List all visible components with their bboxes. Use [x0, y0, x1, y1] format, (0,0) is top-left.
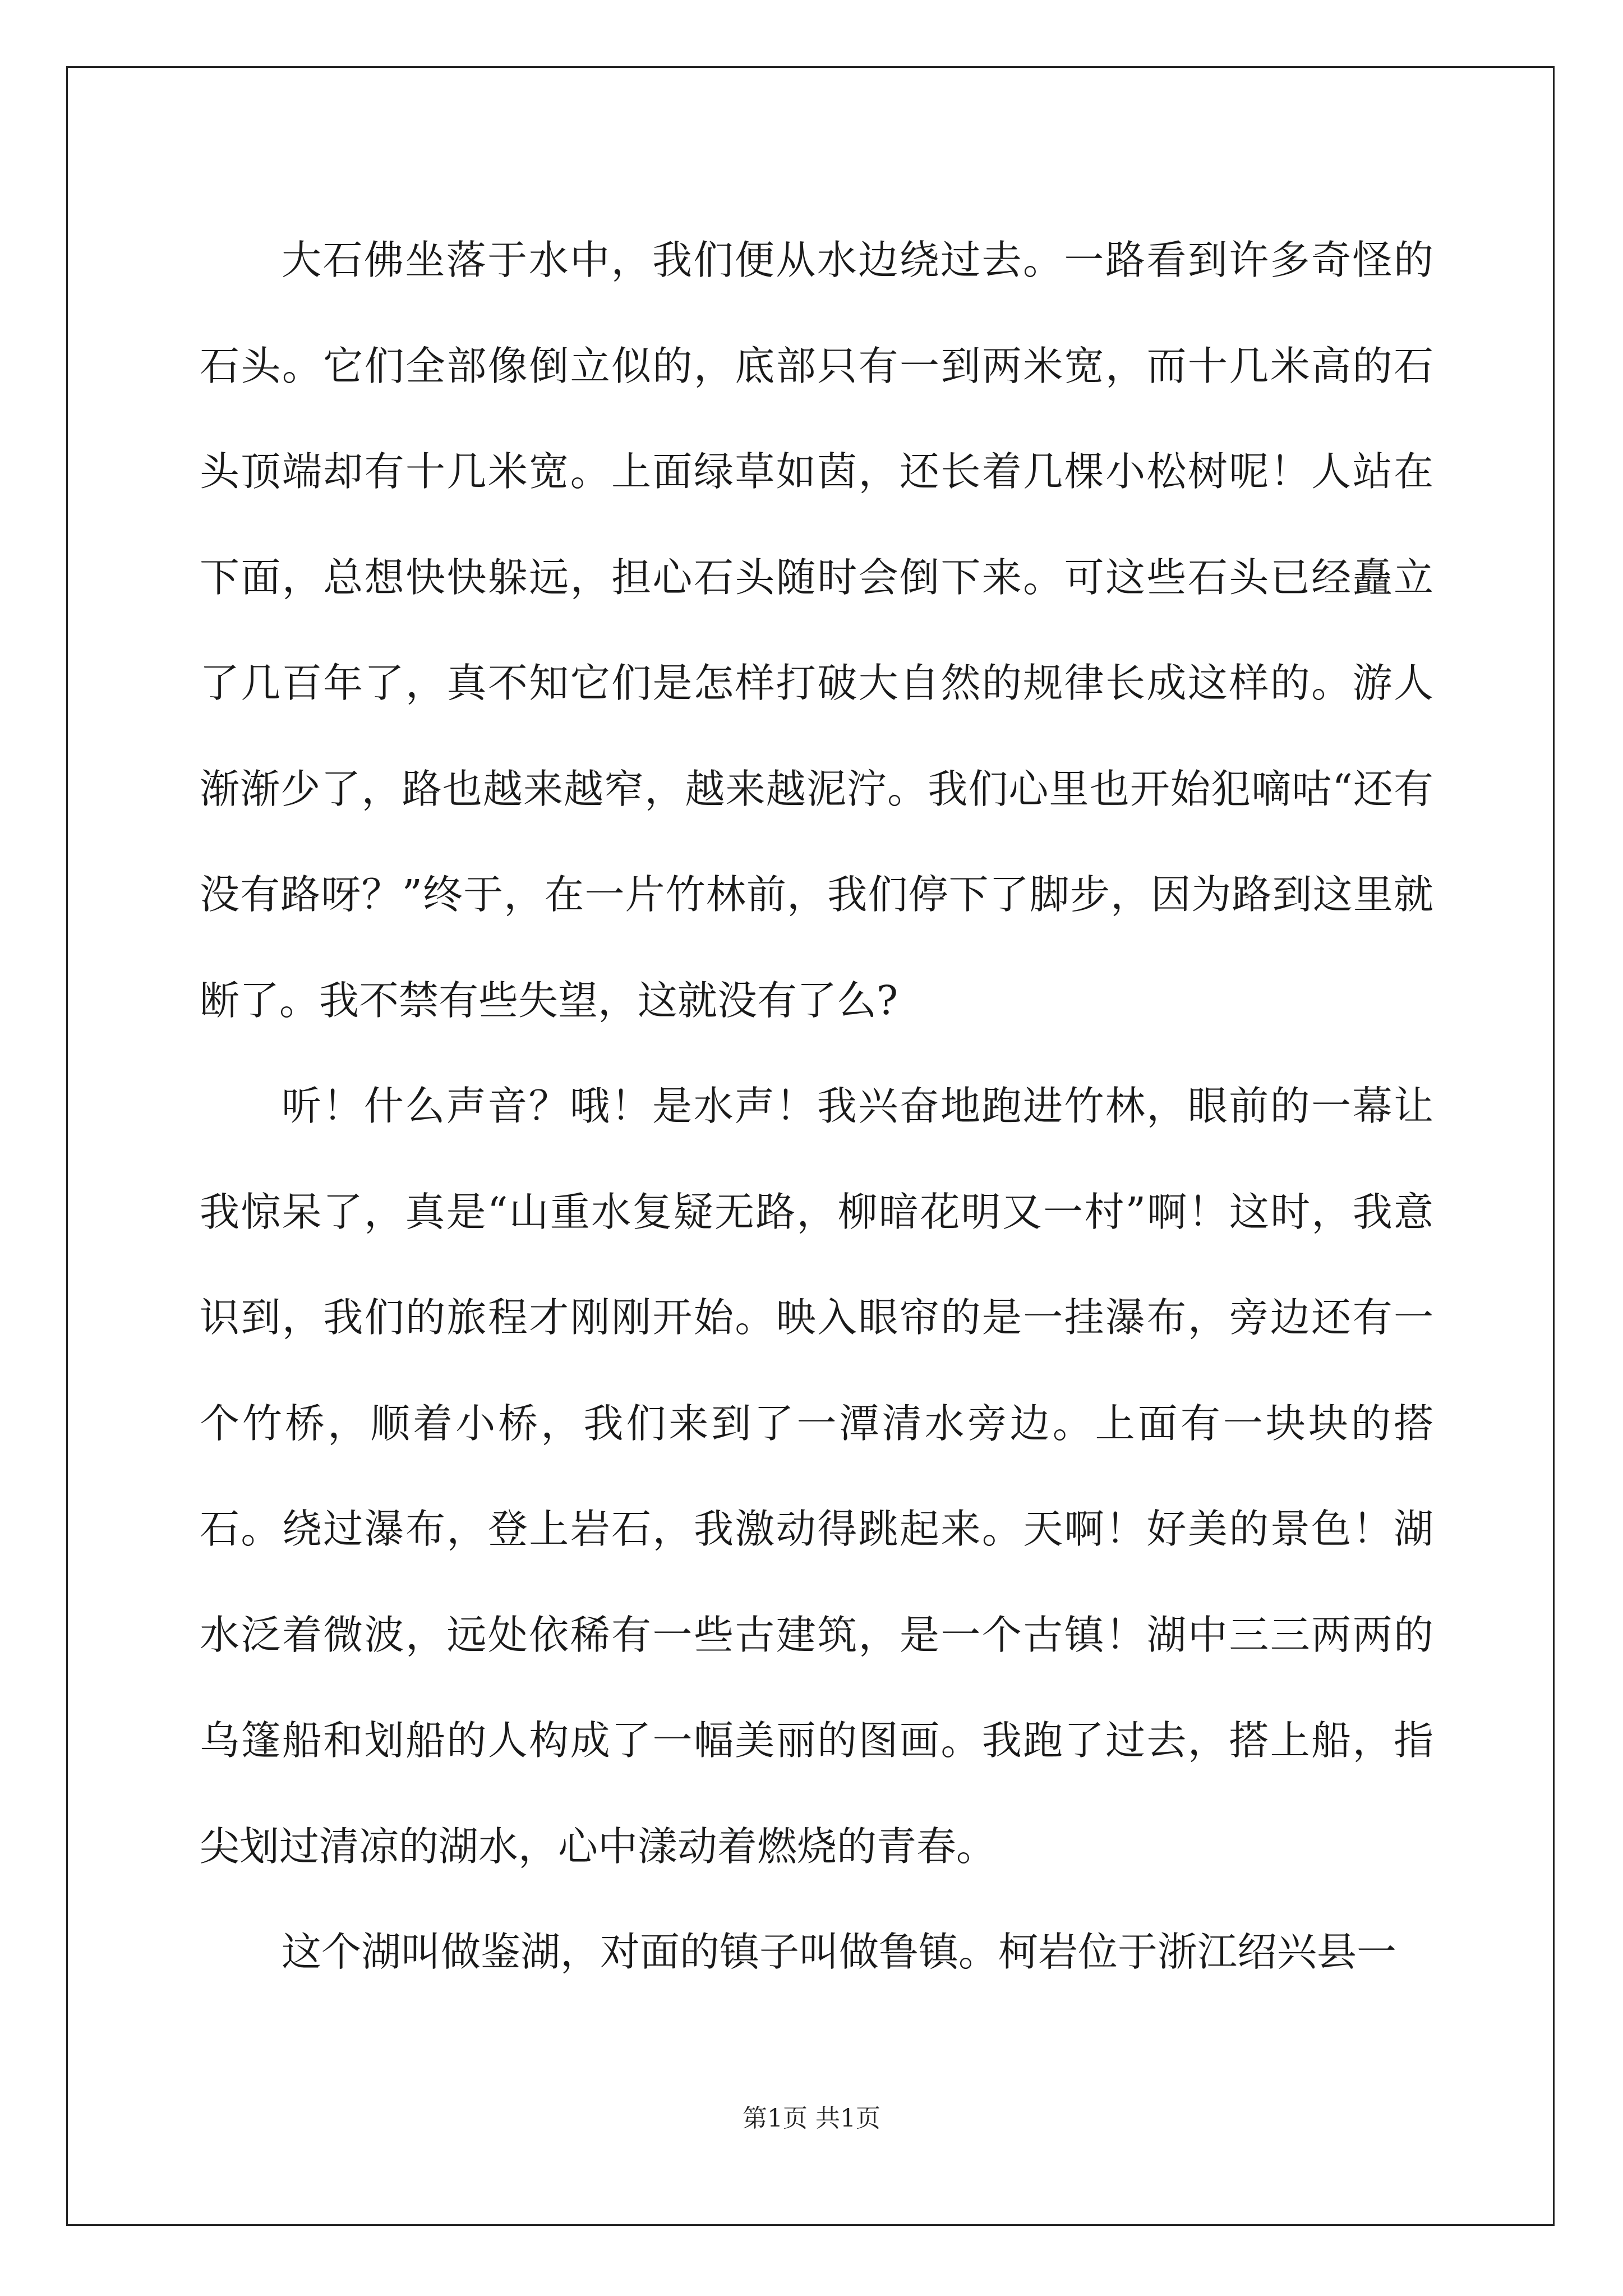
paragraph-1: 大石佛坐落于水中，我们便从水边绕过去。一路看到许多奇怪的石头。它们全部像倒立似的，底部只有一到两米宽，而十几米高的石头顶端却有十几米宽。上面绿草如茵，还长着几棵小松树呢！人站在下面，总想快快躲远，担心石头随时会倒下来。可这些石头已经矗立了几百年了，真不知它们是怎样打破大自然的规律长成这样的。游人渐渐少了，路也越来越窄，越来越泥泞。我们心里也开始犯嘀咕“还有没有路呀？”终于，在一片竹林前，我们停下了脚步，因为路到这里就断了。我不禁有些失望，这就没有了么? — [200, 237, 1433, 1024]
paragraph-3: 这个湖叫做鉴湖，对面的镇子叫做鲁镇。柯岩位于浙江绍兴县一 — [282, 1929, 1397, 1975]
page-number-footer: 第1页 共1页 — [743, 2104, 880, 2133]
paragraph-2: 听！什么声音？哦！是水声！我兴奋地跑进竹林，眼前的一幕让我惊呆了，真是“山重水复疑无路，柳暗花明又一村”啊！这时，我意识到，我们的旅程才刚刚开始。映入眼帘的是一挂瀑布，旁边还有一个竹桥，顺着小桥，我们来到了一潭清水旁边。上面有一块块的搭石。绕过瀑布，登上岩石，我激动得跳起来。天啊！好美的景色！湖水泛着微波，远处依稀有一些古建筑，是一个古镇！湖中三三两两的乌篷船和划船的人构成了一幅美丽的图画。我跑了过去，搭上船，指尖划过清凉的湖水，心中漾动着燃烧的青春。 — [200, 1083, 1433, 1870]
document-body — [200, 208, 1433, 2005]
